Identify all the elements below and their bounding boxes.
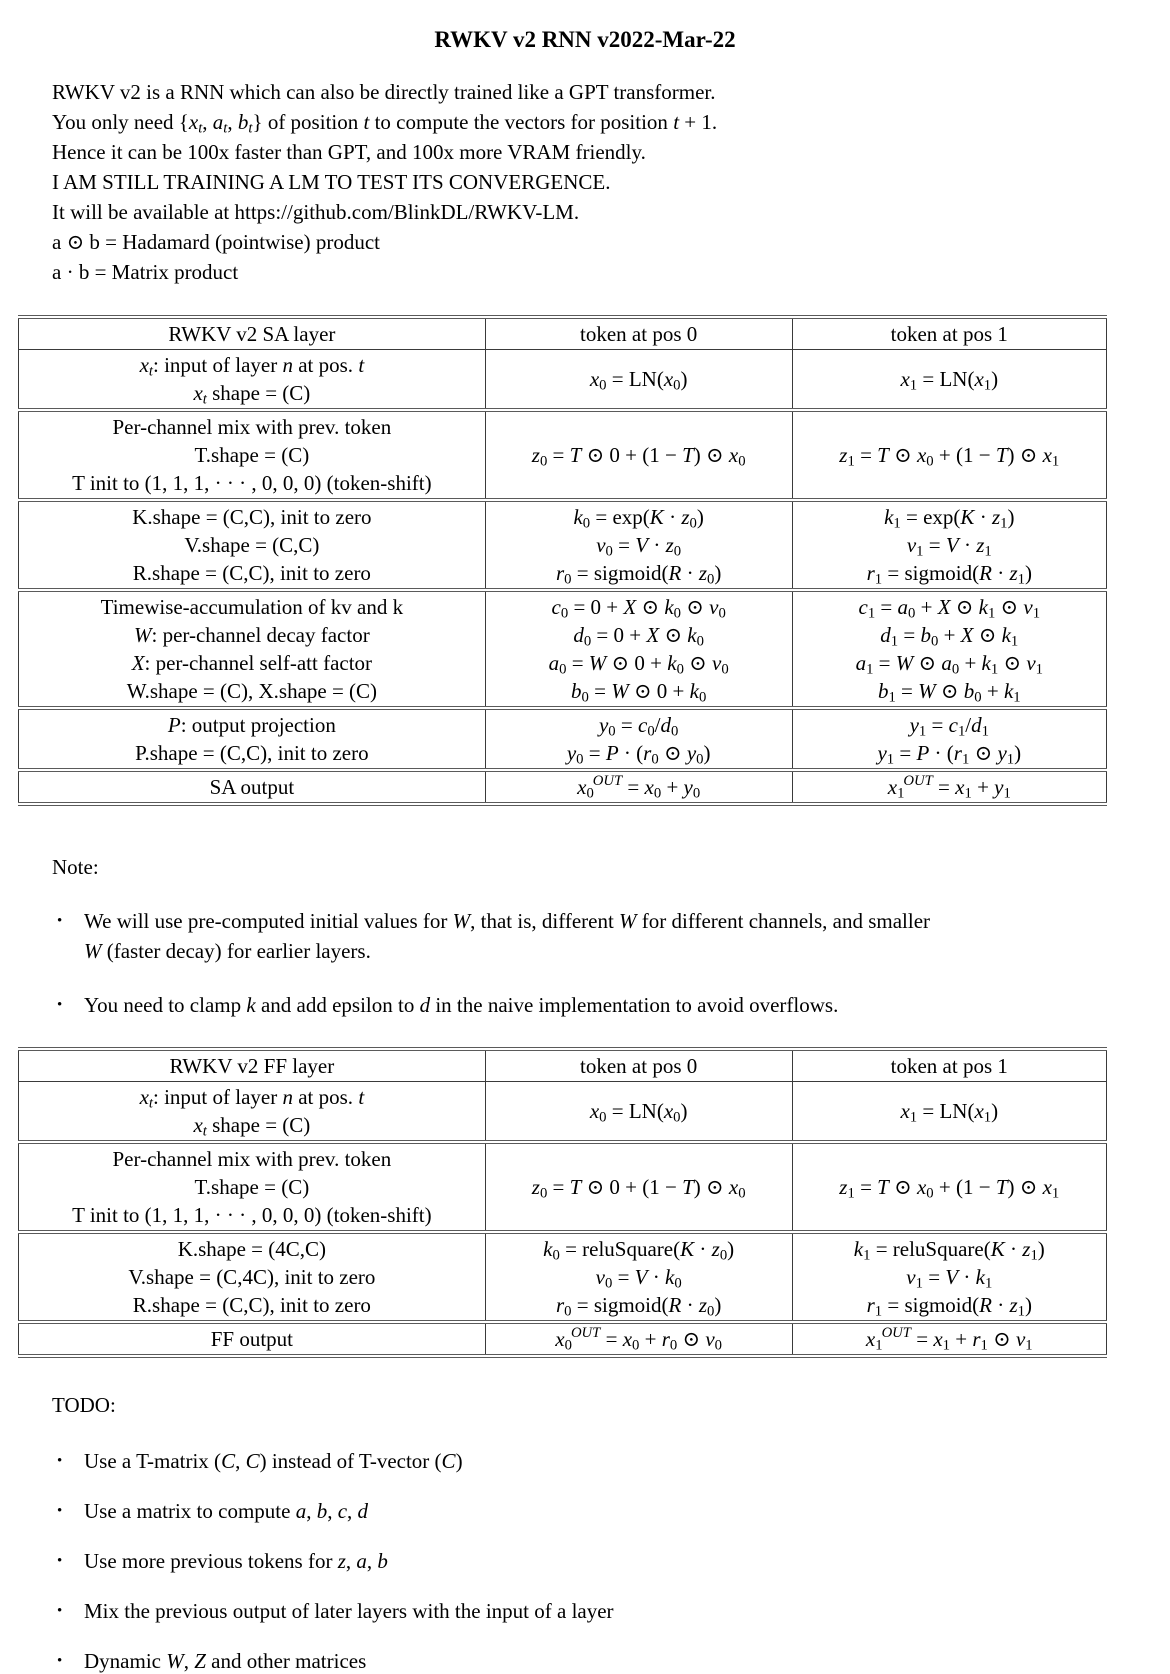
description-line: W.shape = (C), X.shape = (C) bbox=[126, 679, 378, 703]
formula-line: $x_1^{OUT} = x_1 + r_1$ ⊙ $v_1$ bbox=[865, 1325, 1033, 1354]
formula-line: $z_1 = T$ ⊙ $x_0 + (1 - T)$ ⊙ $x_1$ bbox=[839, 1175, 1060, 1202]
formula-line: $d_0 = 0 + X$ ⊙ $k_0$ bbox=[573, 623, 704, 650]
formula-line: $z_0 = T$ ⊙ 0 + (1 − T) ⊙ $x_0$ bbox=[531, 1175, 746, 1202]
formula-line: $x_1 = LN(x_1)$ bbox=[900, 1099, 999, 1126]
description-line: Per-channel mix with prev. token bbox=[112, 415, 392, 439]
bullet-icon: • bbox=[57, 1453, 63, 1469]
formula-line: $b_1 = W$ ⊙ $b_0 + k_1$ bbox=[877, 679, 1021, 706]
sa-header-layer: RWKV v2 SA layer bbox=[19, 317, 486, 350]
formula-line: $a_0 = W$ ⊙ $0 + k_0$ ⊙ $v_0$ bbox=[548, 651, 729, 678]
pos1-cell bbox=[792, 1322, 1106, 1356]
formula-line: $k_0$ = reluSquare(K · $z_0$) bbox=[543, 1237, 735, 1264]
note-section bbox=[52, 852, 1156, 1020]
description-cell bbox=[19, 500, 486, 590]
ff-header-pos0: token at pos 0 bbox=[485, 1049, 792, 1082]
bullet-text: Mix the previous output of later layers with the input of a layer bbox=[84, 1599, 614, 1623]
table-row bbox=[19, 500, 1107, 590]
bullet-text: Use more previous tokens for z, a, b bbox=[84, 1549, 388, 1573]
description-line: Per-channel mix with prev. token bbox=[112, 1147, 392, 1171]
description-line: V.shape = (C,C) bbox=[184, 533, 320, 557]
description-line: X: per-channel self-att factor bbox=[131, 651, 373, 675]
table-row bbox=[19, 410, 1107, 500]
todo-section bbox=[52, 1390, 1156, 1674]
document-title: RWKV v2 RNN v2022-Mar-22 bbox=[434, 27, 736, 52]
description-line: W: per-channel decay factor bbox=[134, 623, 370, 647]
bullet-icon: • bbox=[57, 997, 63, 1013]
sa-table-header-row bbox=[19, 317, 1107, 350]
bullet-text: You need to clamp k and add epsilon to d in the naive implementation to avoid overflows. bbox=[84, 993, 839, 1017]
todo-bullet bbox=[52, 1446, 1156, 1476]
description-line: K.shape = (4C,C) bbox=[177, 1237, 327, 1261]
description-line: V.shape = (C,4C), init to zero bbox=[128, 1265, 376, 1289]
pos0-cell bbox=[485, 1322, 792, 1356]
formula-line: $k_1$ = reluSquare(K · $z_1$) bbox=[853, 1237, 1045, 1264]
formula-line: $y_1 = P \cdot (r_1$ ⊙ $y_1$) bbox=[877, 741, 1022, 768]
description-line: R.shape = (C,C), init to zero bbox=[132, 561, 371, 585]
note-heading: Note: bbox=[52, 855, 99, 879]
description-line: K.shape = (C,C), init to zero bbox=[132, 505, 372, 529]
formula-line: $v_0 = V \cdot k_0$ bbox=[595, 1265, 682, 1292]
pos0-cell bbox=[485, 770, 792, 804]
formula-line: $z_0 = T$ ⊙ 0 + (1 − T) ⊙ $x_0$ bbox=[531, 443, 746, 470]
formula-line: $a_1 = W$ ⊙ $a_0 + k_1$ ⊙ $v_1$ bbox=[855, 651, 1043, 678]
bullet-icon: • bbox=[57, 1603, 63, 1619]
description-line: P.shape = (C,C), init to zero bbox=[135, 741, 369, 765]
description-cell bbox=[19, 590, 486, 708]
description-line: $x_t$: input of layer n at pos. t bbox=[139, 1085, 365, 1112]
formula-line: $b_0 = W$ ⊙ $0 + k_0$ bbox=[571, 679, 707, 706]
table-row bbox=[19, 1082, 1107, 1143]
pos1-cell bbox=[792, 1232, 1106, 1322]
formula-line: $x_1 = LN(x_1)$ bbox=[900, 367, 999, 394]
ff-header-pos1: token at pos 1 bbox=[792, 1049, 1106, 1082]
pos0-cell bbox=[485, 410, 792, 500]
formula-line: $v_1 = V \cdot z_1$ bbox=[906, 533, 992, 560]
description-cell bbox=[19, 708, 486, 770]
table-row bbox=[19, 1142, 1107, 1232]
bullet-text: Use a matrix to compute a, b, c, d bbox=[84, 1499, 369, 1523]
pos1-cell bbox=[792, 350, 1106, 411]
bullet-icon: • bbox=[57, 1553, 63, 1569]
description-line: T init to (1, 1, 1, · · · , 0, 0, 0) (token-shift) bbox=[72, 1203, 432, 1227]
formula-line: $r_1$ = sigmoid(R · $z_1$) bbox=[866, 561, 1032, 588]
todo-bullet bbox=[52, 1546, 1156, 1576]
todo-bullet bbox=[52, 1646, 1156, 1674]
pos0-cell bbox=[485, 500, 792, 590]
bullet-icon: • bbox=[57, 913, 63, 929]
intro-line: You only need {$x_t$, $a_t$, $b_t$} of position t to compute the vectors for position t + 1. bbox=[52, 110, 718, 137]
description-line: T.shape = (C) bbox=[194, 443, 310, 467]
table-row bbox=[19, 1322, 1107, 1356]
pos1-cell bbox=[792, 770, 1106, 804]
pos0-cell bbox=[485, 350, 792, 411]
formula-line: $c_0 = 0 + X$ ⊙ $k_0$ ⊙ $v_0$ bbox=[551, 595, 726, 622]
description-cell bbox=[19, 350, 486, 411]
formula-line: $v_0 = V \cdot z_0$ bbox=[596, 533, 682, 560]
description-line: Timewise-accumulation of kv and k bbox=[100, 595, 404, 619]
formula-line: $r_1$ = sigmoid(R · $z_1$) bbox=[866, 1293, 1032, 1320]
bullet-icon: • bbox=[57, 1653, 63, 1669]
table-row bbox=[19, 350, 1107, 411]
formula-line: $y_1 = c_1/d_1$ bbox=[909, 713, 989, 740]
description-line: FF output bbox=[210, 1327, 294, 1351]
bullet-text: We will use pre-computed initial values for W, that is, different W for different channels, and smaller W (faster decay) for earlier layers. bbox=[84, 909, 931, 963]
description-line: SA output bbox=[209, 775, 295, 799]
description-line: $x_t$ shape = (C) bbox=[193, 381, 311, 408]
sa-header-pos0: token at pos 0 bbox=[485, 317, 792, 350]
pos0-cell bbox=[485, 708, 792, 770]
table-row bbox=[19, 1232, 1107, 1322]
todo-bullet bbox=[52, 1496, 1156, 1526]
description-line: T.shape = (C) bbox=[194, 1175, 310, 1199]
intro-line: a ⊙ b = Hadamard (pointwise) product bbox=[52, 230, 381, 254]
intro-paragraph bbox=[52, 77, 1122, 287]
note-bullet bbox=[52, 906, 1156, 966]
formula-line: $y_0 = P \cdot (r_0$ ⊙ $y_0$) bbox=[566, 741, 711, 768]
description-line: R.shape = (C,C), init to zero bbox=[132, 1293, 371, 1317]
table-row bbox=[19, 708, 1107, 770]
pos1-cell bbox=[792, 410, 1106, 500]
formula-line: $z_1 = T$ ⊙ $x_0 + (1 - T)$ ⊙ $x_1$ bbox=[839, 443, 1060, 470]
description-cell bbox=[19, 1232, 486, 1322]
description-line: $x_t$: input of layer n at pos. t bbox=[139, 353, 365, 380]
intro-line: a · b = Matrix product bbox=[52, 260, 239, 284]
formula-line: $v_1 = V \cdot k_1$ bbox=[906, 1265, 993, 1292]
intro-line: Hence it can be 100x faster than GPT, and 100x more VRAM friendly. bbox=[52, 140, 646, 164]
table-row bbox=[19, 590, 1107, 708]
pos0-cell bbox=[485, 1142, 792, 1232]
pos0-cell bbox=[485, 590, 792, 708]
description-cell bbox=[19, 1082, 486, 1143]
sa-header-pos1: token at pos 1 bbox=[792, 317, 1106, 350]
description-cell bbox=[19, 770, 486, 804]
formula-line: $d_1 = b_0 + X$ ⊙ $k_1$ bbox=[880, 623, 1019, 650]
formula-line: $k_0 = \exp(K \cdot z_0)$ bbox=[573, 505, 704, 532]
formula-line: $c_1 = a_0 + X$ ⊙ $k_1$ ⊙ $v_1$ bbox=[858, 595, 1041, 622]
pos0-cell bbox=[485, 1232, 792, 1322]
description-line: $x_t$ shape = (C) bbox=[193, 1113, 311, 1140]
description-cell bbox=[19, 1142, 486, 1232]
intro-line: RWKV v2 is a RNN which can also be directly trained like a GPT transformer. bbox=[52, 80, 716, 104]
formula-line: $r_0$ = sigmoid(R · $z_0$) bbox=[555, 1293, 722, 1320]
formula-line: $x_0 = LN(x_0)$ bbox=[589, 367, 688, 394]
formula-line: $y_0 = c_0/d_0$ bbox=[598, 713, 679, 740]
formula-line: $x_1^{OUT} = x_1 + y_1$ bbox=[887, 773, 1011, 802]
formula-line: $r_0$ = sigmoid(R · $z_0$) bbox=[555, 561, 722, 588]
note-bullet bbox=[52, 990, 1156, 1020]
ff-table-header-row bbox=[19, 1049, 1107, 1082]
pos1-cell bbox=[792, 590, 1106, 708]
formula-line: $k_1 = \exp(K \cdot z_1)$ bbox=[884, 505, 1015, 532]
ff-layer-table bbox=[18, 1047, 1107, 1358]
pos1-cell bbox=[792, 500, 1106, 590]
ff-header-layer: RWKV v2 FF layer bbox=[19, 1049, 486, 1082]
description-line: P: output projection bbox=[167, 713, 336, 737]
pos1-cell bbox=[792, 708, 1106, 770]
table-row bbox=[19, 770, 1107, 804]
bullet-text: Use a T-matrix (C, C) instead of T-vector (C) bbox=[84, 1449, 463, 1473]
intro-line: It will be available at https://github.com/BlinkDL/RWKV-LM. bbox=[52, 200, 580, 224]
description-cell bbox=[19, 410, 486, 500]
bullet-text: Dynamic W, Z and other matrices bbox=[84, 1649, 367, 1673]
formula-line: $x_0^{OUT} = x_0 + y_0$ bbox=[577, 773, 701, 802]
sa-layer-table bbox=[18, 315, 1107, 806]
pos1-cell bbox=[792, 1142, 1106, 1232]
pos1-cell bbox=[792, 1082, 1106, 1143]
todo-heading: TODO: bbox=[52, 1393, 116, 1417]
description-line: T init to (1, 1, 1, · · · , 0, 0, 0) (token-shift) bbox=[72, 471, 432, 495]
formula-line: $x_0^{OUT} = x_0 + r_0$ ⊙ $v_0$ bbox=[555, 1325, 723, 1354]
bullet-icon: • bbox=[57, 1503, 63, 1519]
formula-line: $x_0 = LN(x_0)$ bbox=[589, 1099, 688, 1126]
pos0-cell bbox=[485, 1082, 792, 1143]
description-cell bbox=[19, 1322, 486, 1356]
todo-bullet bbox=[52, 1596, 1156, 1626]
intro-line: I AM STILL TRAINING A LM TO TEST ITS CONVERGENCE. bbox=[52, 170, 611, 194]
